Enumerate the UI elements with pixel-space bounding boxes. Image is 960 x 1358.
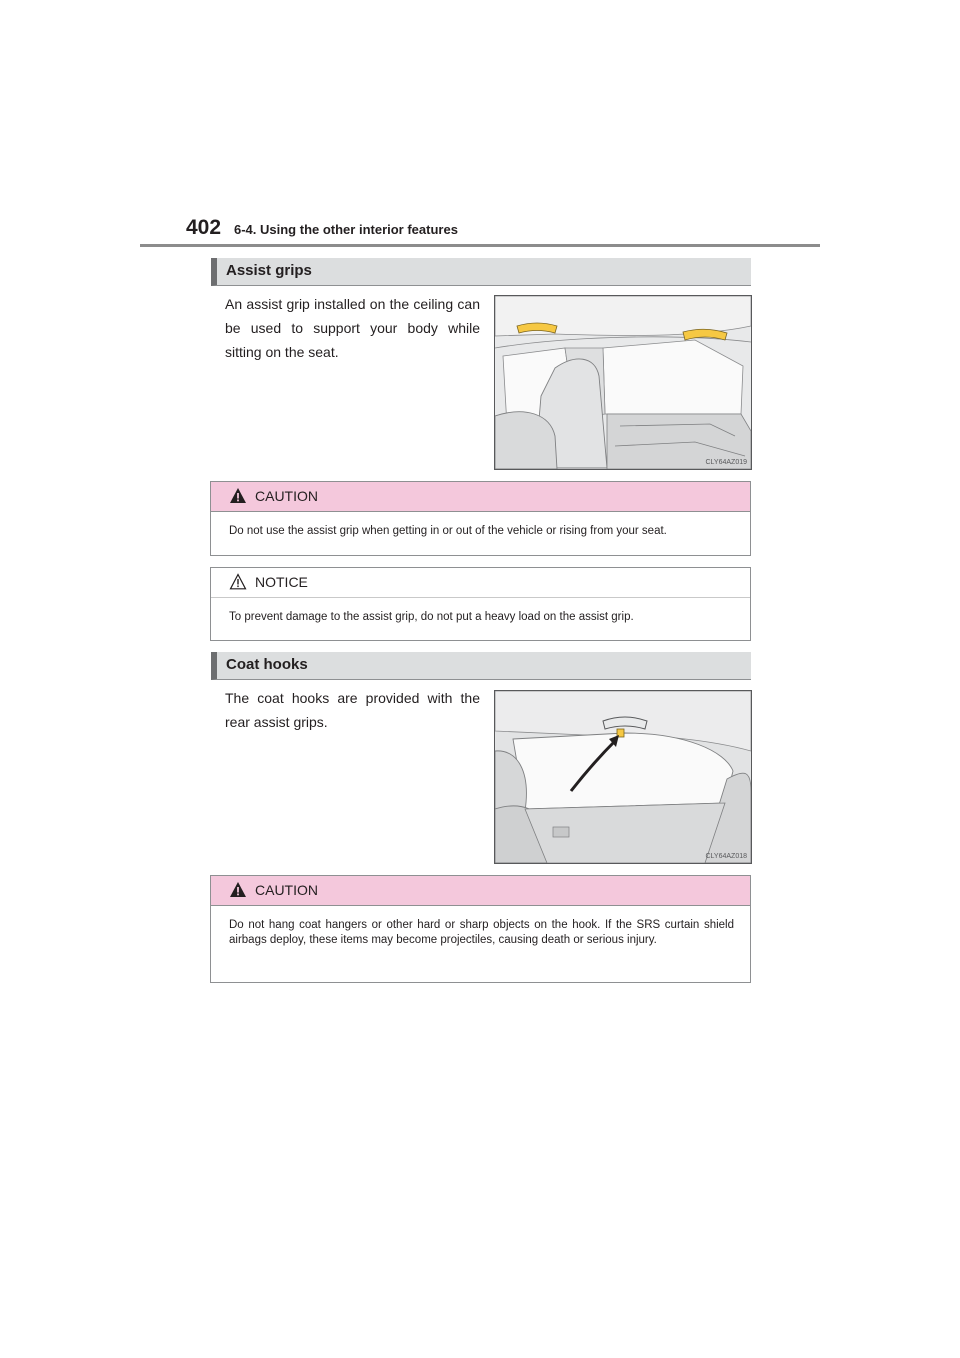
warning-triangle-icon <box>229 487 247 504</box>
notice-text: To prevent damage to the assist grip, do not put a heavy load on the assist grip. <box>229 611 634 623</box>
caution-box-coat-hooks <box>210 875 751 983</box>
section-title-assist-grips: Assist grips <box>226 262 312 279</box>
notice-box-assist-grip <box>210 567 751 641</box>
coat-hooks-drawing <box>495 691 751 863</box>
caution-label: CAUTION <box>255 882 318 898</box>
caution-label: CAUTION <box>255 488 318 504</box>
assist-grips-drawing <box>495 296 751 469</box>
coat-hooks-illustration <box>494 690 752 864</box>
caution-header <box>211 876 750 906</box>
section-title-coat-hooks: Coat hooks <box>226 656 308 673</box>
notice-label: NOTICE <box>255 574 308 590</box>
page-number: 402 <box>186 216 222 239</box>
coat-hooks-description: The coat hooks are provided with the rear assist grips. <box>225 690 480 730</box>
chapter-title: 6-4. Using the other interior features <box>234 222 458 237</box>
caution-text: Do not hang coat hangers or other hard or sharp objects on the hook. If the SRS curtain shield airbags deploy, these items may become projectiles, causing death or serious injury. <box>229 919 734 946</box>
assist-grips-illustration <box>494 295 752 470</box>
header-divider <box>140 244 820 247</box>
notice-triangle-icon <box>229 573 247 590</box>
assist-grips-description: An assist grip installed on the ceiling can be used to support your body while sitting on the seat. <box>225 296 480 360</box>
figure-code: CLY64AZ019 <box>705 459 747 466</box>
section-bar-assist-grips <box>211 258 751 286</box>
figure-code: CLY64AZ018 <box>705 853 747 860</box>
caution-text: Do not use the assist grip when getting in or out of the vehicle or rising from your seat. <box>229 525 667 537</box>
caution-box-assist-grip <box>210 481 751 556</box>
warning-triangle-icon <box>229 881 247 898</box>
section-bar-coat-hooks <box>211 652 751 680</box>
notice-header <box>211 568 750 598</box>
caution-header <box>211 482 750 512</box>
